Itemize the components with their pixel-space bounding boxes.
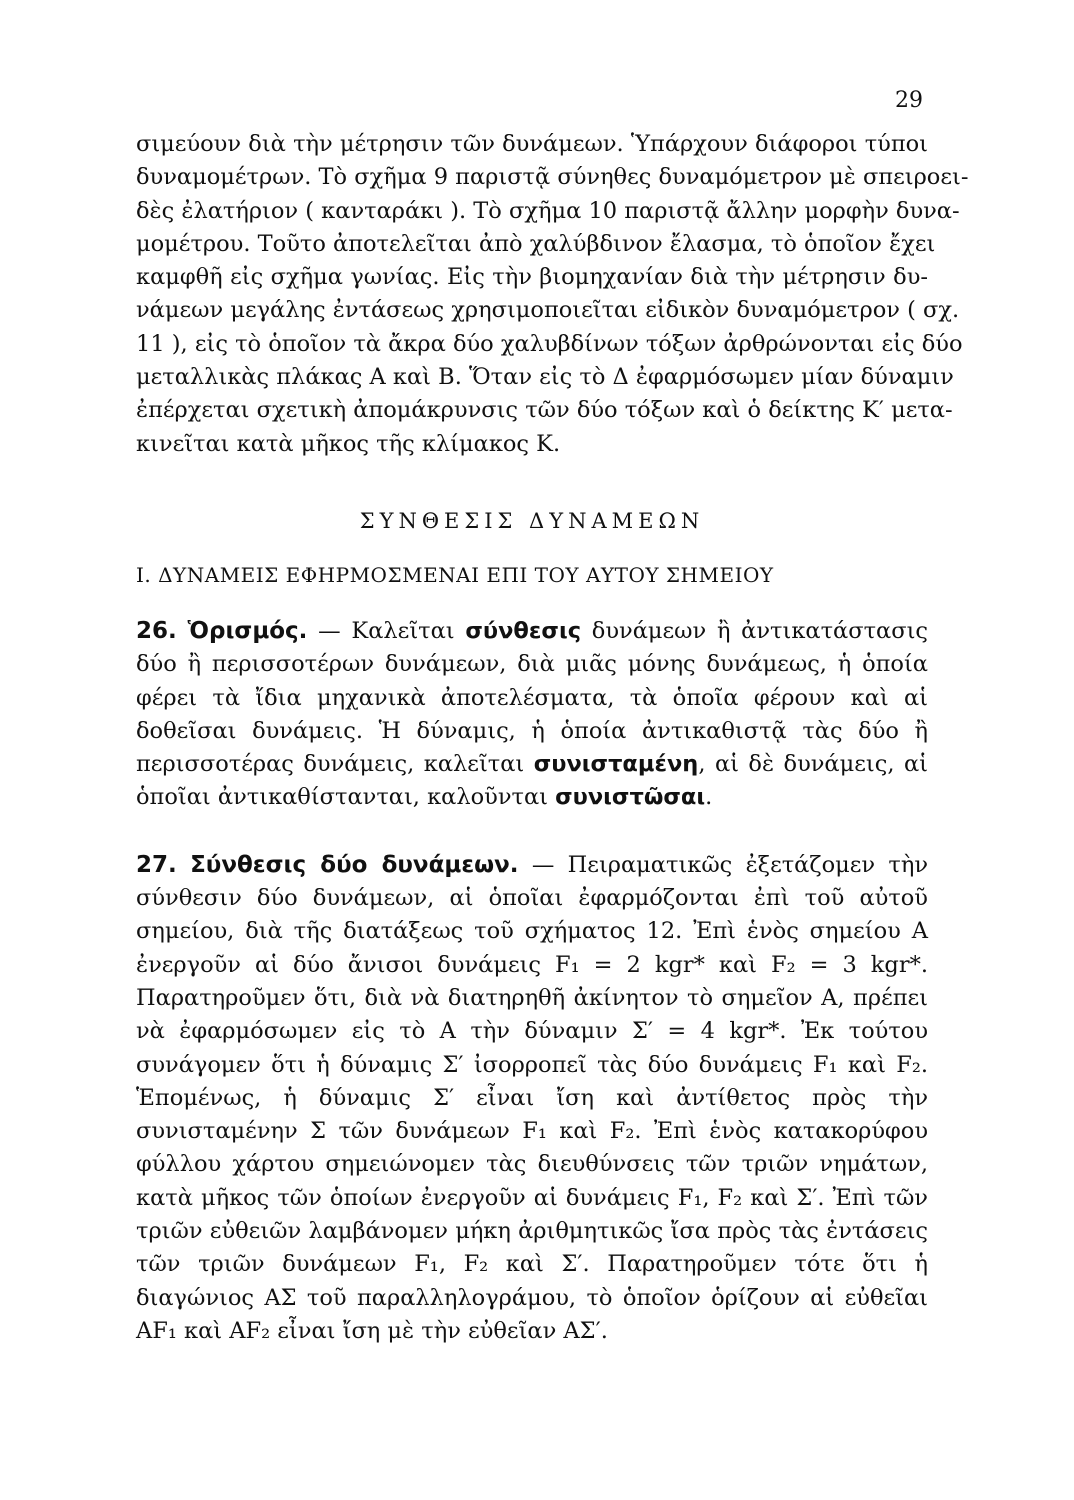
intro-line: μομέτρου. Τοῦτο ἀποτελεῖται ἀπὸ χαλύβδινον ἔλασμα, τὸ ὁποῖον ἔχει <box>136 230 936 257</box>
intro-line: κινεῖται κατὰ μῆκος τῆς κλίμακος Κ. <box>136 430 561 457</box>
section-26-term-components: συνιστῶσαι <box>555 784 706 811</box>
section-26-text-1: — Καλεῖται <box>307 617 466 644</box>
page-number: 29 <box>895 88 923 113</box>
section-27-body: — Πειραματικῶς ἐξετάζομεν τὴν σύνθεσιν δύο δυνάμεων, αἱ ὁποῖαι ἐφαρμόζονται ἐπὶ τοῦ αὐτοῦ σημείου, διὰ τῆς διατάξεως τοῦ σχήματος 12. Ἐπὶ ἑνὸς σημείου Α ἐνεργοῦν αἱ δύο ἄνισοι δυνάμεις F₁ = 2 kgr* καὶ F₂ = 3 kgr*. Παρατηροῦμεν ὅτι, διὰ νὰ διατηρηθῆ ἀκίνητον τὸ σημεῖον Α, πρέπει νὰ ἐφαρμόσωμεν εἰς τὸ Α τὴν δύναμιν Σ′ = 4 kgr*. Ἐκ τούτου συνάγομεν ὅτι ἡ δύναμις Σ′ ἰσορροπεῖ τὰς δύο δυνάμεις F₁ καὶ F₂. Ἑπομένως, ἡ δύναμις Σ′ εἶναι ἴση καὶ ἀντίθετος πρὸς τὴν συνισταμένην Σ τῶν δυνάμεων F₁ καὶ F₂. Ἐπὶ ἑνὸς κατακορύφου φύλλου χάρτου σημειώνομεν τὰς διευθύνσεις τῶν τριῶν νημάτων, κατὰ μῆκος τῶν ὁποίων ἐνεργοῦν αἱ δυνάμεις F₁, F₂ καὶ Σ′. Ἐπὶ τῶν τριῶν εὐθειῶν λαμβάνομεν μήκη ἀριθμητικῶς ἴσα πρὸς τὰς ἐντάσεις τῶν τριῶν δυνάμεων F₁, F₂ καὶ Σ′. Παρατηροῦμεν τότε ὅτι ἡ διαγώνιος ΑΣ τοῦ παραλληλογράμου, τὸ ὁποῖον ὁρίζουν αἱ εὐθεῖαι AF₁ καὶ AF₂ εἶναι ἴση μὲ τὴν εὐθεῖαν ΑΣ′. <box>136 851 928 1344</box>
section-26-text-2: δυνάμεων ἢ ἀντικατάστασις δύο ἢ περισσοτέρων δυνάμεων, διὰ μιᾶς μόνης δυνάμεως, ἡ ὁποία φέρει τὰ ἴδια μηχανικὰ ἀποτελέσματα, τὰ ὁποῖα φέρουν καὶ αἱ δοθεῖσαι δυνάμεις. Ἡ δύναμις, ἡ ὁποία ἀντικαθιστᾷ τὰς δύο ἢ περισσοτέρας δυνάμεις, καλεῖται <box>136 617 929 778</box>
section-title: ΣΥΝΘΕΣΙΣ ΔΥΝΑΜΕΩΝ <box>359 508 705 533</box>
subsection-title: I. ΔΥΝΑΜΕΙΣ ΕΦΗΡΜΟΣΜΕΝΑΙ ΕΠΙ ΤΟΥ ΑΥΤΟΥ ΣΗΜΕΙΟΥ <box>136 562 774 587</box>
intro-line: μεταλλικὰς πλάκας Α καὶ Β. Ὅταν εἰς τὸ Δ ἐφαρμόσωμεν μίαν δύναμιν <box>136 364 954 391</box>
intro-line: ἐπέρχεται σχετικὴ ἀπομάκρυνσις τῶν δύο τόξων καὶ ὁ δείκτης Κ′ μετα- <box>136 397 953 424</box>
intro-line: 11 ), εἰς τὸ ὁποῖον τὰ ἄκρα δύο χαλυβδίνων τόξων ἀρθρώνονται εἰς δύο <box>136 330 963 357</box>
section-26-text-3: , αἱ δὲ δυνάμεις, αἱ ὁποῖαι ἀντικαθίστανται, καλοῦνται <box>136 751 928 811</box>
section-26-term-synthesis: σύνθεσις <box>465 617 582 644</box>
intro-line: νάμεων μεγάλης ἐντάσεως χρησιμοποιεῖται εἰδικὸν δυναμόμετρον ( σχ. <box>136 297 960 324</box>
section-26-heading: Ὁρισμός. <box>187 617 308 644</box>
intro-line: σιμεύουν διὰ τὴν μέτρησιν τῶν δυνάμεων. Ὑπάρχουν διάφοροι τύποι <box>136 131 928 157</box>
section-27-paragraph <box>136 849 928 1348</box>
intro-paragraph <box>136 128 969 461</box>
section-26-text-4: . <box>705 784 713 811</box>
page-content <box>136 128 969 1348</box>
section-26-number: 26. <box>136 617 177 644</box>
intro-line: δυναμομέτρων. Τὸ σχῆμα 9 παριστᾷ σύνηθες δυναμόμετρον μὲ σπειροει- <box>136 164 969 191</box>
section-27-heading: Σύνθεσις δύο δυνάμεων. <box>190 851 519 878</box>
intro-line: δὲς ἐλατήριον ( κανταράκι ). Τὸ σχῆμα 10 παριστᾷ ἄλλην μορφὴν δυνα- <box>136 197 960 224</box>
section-26-term-resultant: συνισταμένη <box>533 751 699 778</box>
section-27-number: 27. <box>136 851 177 878</box>
intro-line: καμφθῆ εἰς σχῆμα γωνίας. Εἰς τὴν βιομηχανίαν διὰ τὴν μέτρησιν δυ- <box>136 264 928 291</box>
section-26-paragraph <box>136 615 928 815</box>
